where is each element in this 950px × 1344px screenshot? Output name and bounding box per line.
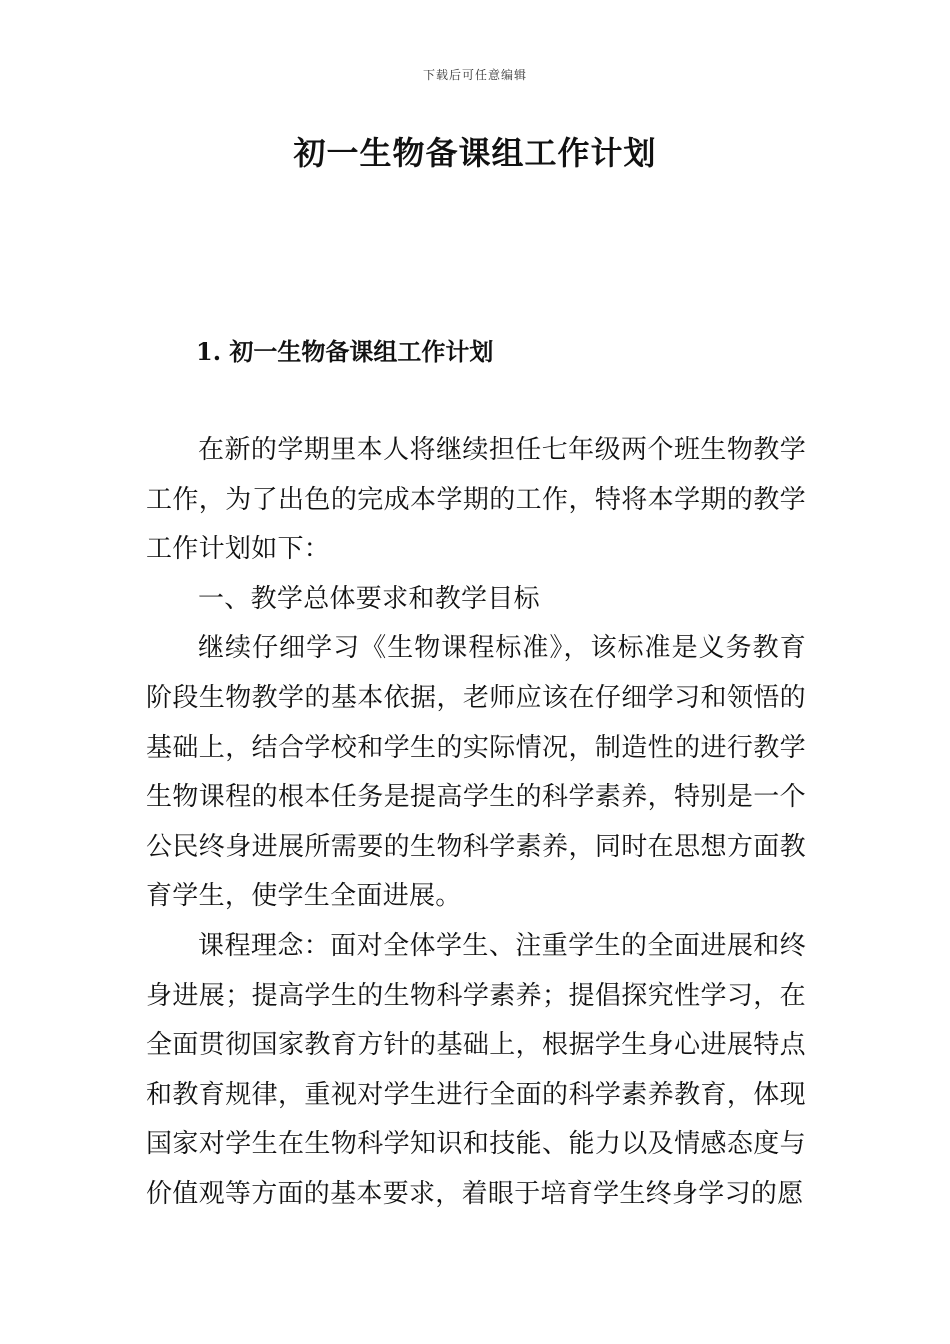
paragraph-subheading: 一、教学总体要求和教学目标 [198, 583, 540, 614]
document-title: 初一生物备课组工作计划 [293, 134, 657, 172]
paragraph-intro: 在新的学期里本人将继续担任七年级两个班生物教学工作，为了出色的完成本学期的工作，特将本学期的教学工作计划如下： [146, 435, 806, 565]
paragraph-curriculum-concept: 课程理念：面对全体学生、注重学生的全面进展和终身进展；提高学生的生物科学素养；提倡探究性学习，在全面贯彻国家教育方针的基础上，根据学生身心进展特点和教育规律，重视对学生进行全面的科学素养教育，体现国家对学生在生物科学知识和技能、能力以及情感态度与价值观等方面的基本要求，着眼于培育学生终身学习的愿 [146, 930, 806, 1209]
section-heading: 1. 初一生物备课组工作计划 [196, 337, 494, 366]
paragraph-standards: 继续仔细学习《生物课程标准》，该标准是义务教育阶段生物教学的基本依据，老师应该在仔细学习和领悟的基础上，结合学校和学生的实际情况，制造性的进行教学生物课程的根本任务是提高学生的科学素养，特别是一个公民终身进展所需要的生物科学素养，同时在思想方面教育学生，使学生全面进展。 [146, 633, 806, 912]
document-body [146, 426, 806, 1220]
header-note: 下载后可任意编辑 [422, 68, 527, 82]
